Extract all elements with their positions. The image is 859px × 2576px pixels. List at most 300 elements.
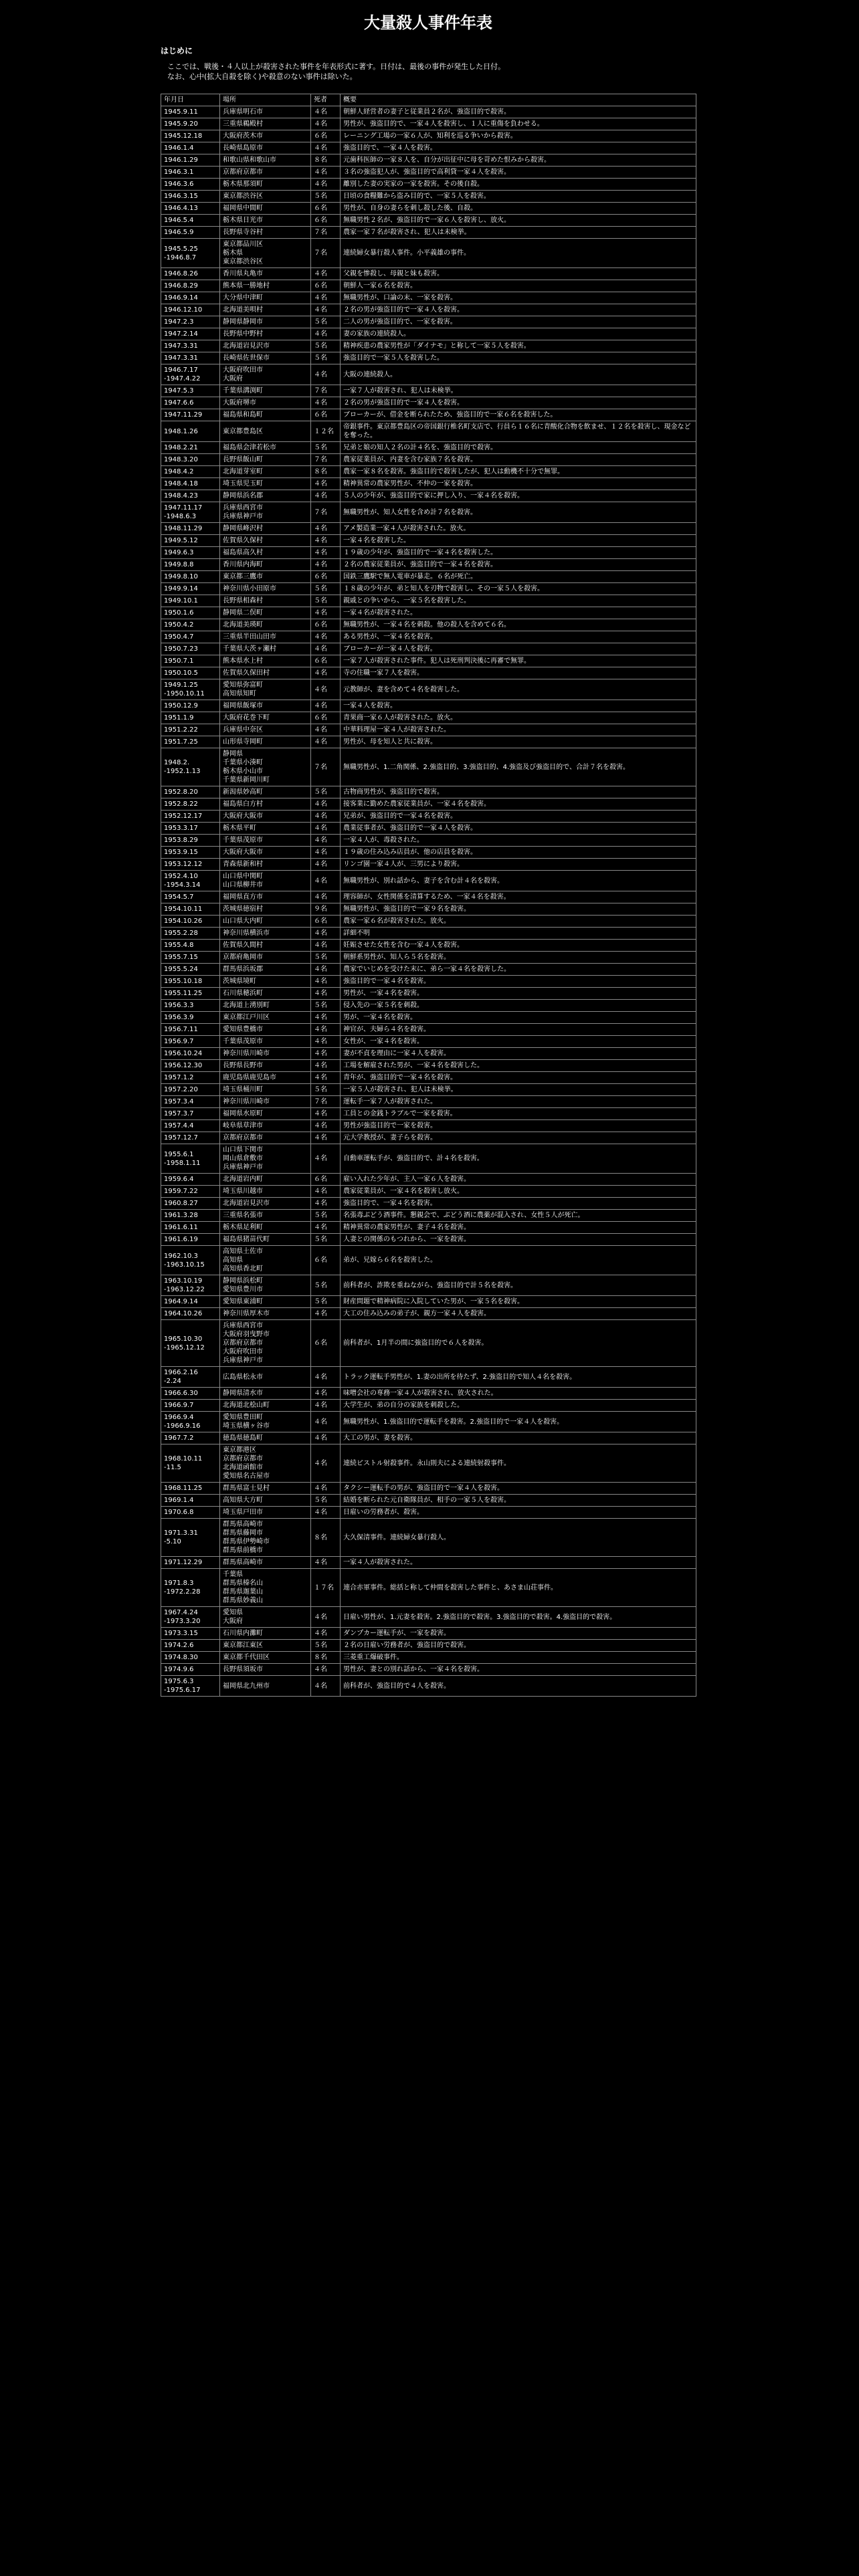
table-row xyxy=(161,130,696,142)
cell-deaths: ５名 xyxy=(311,1640,341,1652)
cell-place: 大阪府花巻下町 xyxy=(220,712,311,724)
table-row xyxy=(161,1144,696,1174)
table-row xyxy=(161,1569,696,1607)
table-row xyxy=(161,712,696,724)
cell-place: 栃木県那須町 xyxy=(220,179,311,191)
cell-place: 福島県猪苗代町 xyxy=(220,1234,311,1246)
cell-summary: レーニング工場の一家６人が、知利を巡る争いから殺害。 xyxy=(341,130,696,142)
cell-place: 三重県鵜殿村 xyxy=(220,118,311,130)
cell-place: 広島県松永市 xyxy=(220,1367,311,1388)
cell-date: 1971.12.29 xyxy=(161,1557,220,1569)
cell-date: 1957.2.20 xyxy=(161,1084,220,1096)
cell-place: 愛知県豊田町 埼玉県横ヶ谷市 xyxy=(220,1412,311,1432)
table-row xyxy=(161,268,696,280)
cell-place: 長野県中野村 xyxy=(220,328,311,340)
cell-summary: 無職男性が、強盗目的で一家９名を殺害。 xyxy=(341,903,696,916)
table-row xyxy=(161,142,696,154)
cell-summary: 男性が強盗目的で一家を殺害。 xyxy=(341,1120,696,1132)
cell-deaths: ５名 xyxy=(311,786,341,798)
cell-place: 香川県内海町 xyxy=(220,559,311,571)
cell-place: 群馬県浜坂郡 xyxy=(220,964,311,976)
table-row xyxy=(161,1412,696,1432)
cell-summary: 工員との金銭トラブルで一家を殺害。 xyxy=(341,1108,696,1120)
table-row xyxy=(161,823,696,835)
cell-date: 1957.12.7 xyxy=(161,1132,220,1144)
cell-deaths: ５名 xyxy=(311,1000,341,1012)
cell-date: 1971.3.31 -5.10 xyxy=(161,1519,220,1557)
cell-place: 和歌山県和歌山市 xyxy=(220,154,311,167)
cell-deaths: ６名 xyxy=(311,215,341,227)
cell-deaths: ６名 xyxy=(311,130,341,142)
cell-summary: 元大学教授が、妻子らを殺害。 xyxy=(341,1132,696,1144)
cell-deaths: ５名 xyxy=(311,191,341,203)
cell-date: 1950.4.2 xyxy=(161,619,220,631)
table-row xyxy=(161,227,696,239)
table-row xyxy=(161,409,696,421)
cell-place: 福岡県飯塚市 xyxy=(220,700,311,712)
cell-deaths: ５名 xyxy=(311,316,341,328)
cell-summary: 一家４人を殺害。 xyxy=(341,700,696,712)
table-row xyxy=(161,859,696,871)
cell-place: 愛知県東浦町 xyxy=(220,1296,311,1308)
table-row xyxy=(161,724,696,736)
table-row xyxy=(161,847,696,859)
cell-place: 福岡県中間町 xyxy=(220,203,311,215)
cell-deaths: ４名 xyxy=(311,292,341,304)
cell-date: 1949.9.14 xyxy=(161,583,220,595)
cell-date: 1956.12.30 xyxy=(161,1060,220,1072)
table-row xyxy=(161,1388,696,1400)
cell-deaths: ４名 xyxy=(311,679,341,700)
table-row xyxy=(161,1495,696,1507)
cell-summary: 農家一家６名が殺害された。放火。 xyxy=(341,916,696,928)
cell-summary: 無職男性が、1.強盗目的で運転手を殺害。2.強盗目的で一家４人を殺害。 xyxy=(341,1412,696,1432)
table-row xyxy=(161,952,696,964)
cell-summary: ２名の農家従業員が、強盗目的で一家４名を殺害。 xyxy=(341,559,696,571)
cell-date: 1947.2.3 xyxy=(161,316,220,328)
cell-date: 1949.1.25 -1950.10.11 xyxy=(161,679,220,700)
cell-date: 1947.11.17 -1948.6.3 xyxy=(161,502,220,523)
cell-summary: 青果商一家６人が殺害された。放火。 xyxy=(341,712,696,724)
cell-date: 1946.5.4 xyxy=(161,215,220,227)
cell-place: 北海道岩見沢市 xyxy=(220,1198,311,1210)
cell-deaths: ４名 xyxy=(311,547,341,559)
cell-date: 1973.3.15 xyxy=(161,1628,220,1640)
table-row xyxy=(161,442,696,454)
cell-place: 千葉県 群馬県榛名山 群馬県迦葉山 群馬県妙義山 xyxy=(220,1569,311,1607)
cell-place: 京都府亀岡市 xyxy=(220,952,311,964)
cell-deaths: ４名 xyxy=(311,1198,341,1210)
cell-place: 静岡県峰沢村 xyxy=(220,523,311,535)
cell-deaths: ４名 xyxy=(311,118,341,130)
cell-deaths: ４名 xyxy=(311,859,341,871)
cell-deaths: ４名 xyxy=(311,724,341,736)
table-row xyxy=(161,1432,696,1444)
cell-deaths: ４名 xyxy=(311,1412,341,1432)
cell-deaths: ４名 xyxy=(311,1676,341,1697)
table-row xyxy=(161,595,696,607)
cell-deaths: ４名 xyxy=(311,397,341,409)
cell-summary: 兄弟が、強盗目的で一家４名を殺害。 xyxy=(341,811,696,823)
cell-summary: 男が、一家４名を殺害。 xyxy=(341,1012,696,1024)
cell-place: 神奈川県川崎市 xyxy=(220,1048,311,1060)
cell-place: 神奈川県横浜市 xyxy=(220,928,311,940)
table-row xyxy=(161,523,696,535)
cell-deaths: ７名 xyxy=(311,239,341,268)
cell-summary: 財産問題で精神病院に入院していた男が、一家５名を殺害。 xyxy=(341,1296,696,1308)
cell-summary: 元教師が、妻を含めて４名を殺害した。 xyxy=(341,679,696,700)
cell-date: 1946.3.1 xyxy=(161,167,220,179)
cell-place: 神奈川県厚木市 xyxy=(220,1308,311,1320)
cell-summary: 大久保清事件。連続婦女暴行殺人。 xyxy=(341,1519,696,1557)
cell-deaths: ４名 xyxy=(311,964,341,976)
table-row xyxy=(161,364,696,385)
cell-date: 1961.3.28 xyxy=(161,1210,220,1222)
cell-place: 北海道芽室町 xyxy=(220,466,311,478)
table-row xyxy=(161,1400,696,1412)
cell-place: 東京都江戸川区 xyxy=(220,1012,311,1024)
cell-deaths: ４名 xyxy=(311,631,341,643)
cell-place: 大阪府堺市 xyxy=(220,397,311,409)
cell-date: 1955.6.1 -1958.1.11 xyxy=(161,1144,220,1174)
table-row xyxy=(161,1000,696,1012)
cell-date: 1948.11.29 xyxy=(161,523,220,535)
cell-date: 1968.11.25 xyxy=(161,1483,220,1495)
cell-deaths: ７名 xyxy=(311,385,341,397)
cell-date: 1966.2.16 -2.24 xyxy=(161,1367,220,1388)
cell-date: 1951.2.22 xyxy=(161,724,220,736)
cell-date: 1961.6.11 xyxy=(161,1222,220,1234)
cell-date: 1954.10.26 xyxy=(161,916,220,928)
cell-summary: 朝鮮人経営者の妻子と従業員２名が、強盗目的で殺害。 xyxy=(341,106,696,118)
cell-summary: 親戚との争いから、一家５名を殺害した。 xyxy=(341,595,696,607)
cell-summary: 農家従業員が、一家４名を殺害し放火。 xyxy=(341,1186,696,1198)
cell-deaths: ６名 xyxy=(311,619,341,631)
cell-place: 北海道上湧別町 xyxy=(220,1000,311,1012)
cell-summary: トラック運転手男性が、1.妻の出所を待たず、2.強盗目的で知人４名を殺害。 xyxy=(341,1367,696,1388)
cell-date: 1964.9.14 xyxy=(161,1296,220,1308)
cell-deaths: ８名 xyxy=(311,466,341,478)
cell-date: 1956.7.11 xyxy=(161,1024,220,1036)
cell-place: 埼玉県児玉町 xyxy=(220,478,311,490)
table-row xyxy=(161,1072,696,1084)
cell-deaths: ４名 xyxy=(311,1308,341,1320)
cell-deaths: ５名 xyxy=(311,583,341,595)
cell-place: 山口県下関市 岡山県倉敷市 兵庫県神戸市 xyxy=(220,1144,311,1174)
cell-deaths: ４名 xyxy=(311,1507,341,1519)
cell-date: 1949.5.12 xyxy=(161,535,220,547)
cell-deaths: ４名 xyxy=(311,847,341,859)
table-row xyxy=(161,559,696,571)
cell-deaths: ５名 xyxy=(311,1275,341,1296)
cell-summary: 結婚を断られた元自衛隊員が、相手の一家５人を殺害。 xyxy=(341,1495,696,1507)
cell-date: 1966.9.4 -1966.9.16 xyxy=(161,1412,220,1432)
table-row xyxy=(161,421,696,442)
cell-date: 1954.5.7 xyxy=(161,891,220,903)
cell-summary: １８歳の少年が、弟と知人を刃物で殺害し、その一家５人を殺害。 xyxy=(341,583,696,595)
table-row xyxy=(161,1676,696,1697)
cell-summary: 強盗目的で一家４名を殺害。 xyxy=(341,976,696,988)
table-row xyxy=(161,1296,696,1308)
cell-deaths: ５名 xyxy=(311,340,341,352)
cell-place: 長野県寺谷村 xyxy=(220,227,311,239)
cell-summary: 父親を惨殺し、母親と妹も殺害。 xyxy=(341,268,696,280)
cell-summary: 古物商男性が、強盗目的で殺害。 xyxy=(341,786,696,798)
cell-summary: 人妻との関係のもつれから、一家を殺害。 xyxy=(341,1234,696,1246)
cell-deaths: １２名 xyxy=(311,421,341,442)
cell-summary: 妻が不貞を理由に一家４人を殺害。 xyxy=(341,1048,696,1060)
table-row xyxy=(161,1198,696,1210)
cell-summary: ダンプカー運転手が、一家を殺害。 xyxy=(341,1628,696,1640)
cell-deaths: ５名 xyxy=(311,352,341,364)
cell-summary: 連続ピストル射殺事件。永山則夫による連続射殺事件。 xyxy=(341,1444,696,1483)
cell-place: 福岡県直方市 xyxy=(220,891,311,903)
cell-summary: 日頃の食糧難から盗み目的で、一家５人を殺害。 xyxy=(341,191,696,203)
cell-deaths: ５名 xyxy=(311,1495,341,1507)
table-row xyxy=(161,1246,696,1275)
cell-deaths: ４名 xyxy=(311,667,341,679)
cell-summary: ５人の少年が、強盗目的で家に押し入り、一家４名を殺害。 xyxy=(341,490,696,502)
cell-date: 1953.9.15 xyxy=(161,847,220,859)
cell-place: 愛知県弥富町 高知県知町 xyxy=(220,679,311,700)
table-row xyxy=(161,798,696,811)
cell-place: 香川県丸亀市 xyxy=(220,268,311,280)
intro-line: ここでは、戦後・４人以上が殺害された事件を年表形式に著す。日付は、最後の事件が発生した日付。 xyxy=(167,62,506,71)
cell-place: 熊本県一勝地村 xyxy=(220,280,311,292)
cell-summary: 男性が、強盗目的で、一家４人を殺害し、１人に重傷を負わせる。 xyxy=(341,118,696,130)
cell-place: 徳島県徳島町 xyxy=(220,1432,311,1444)
cell-date: 1950.10.5 xyxy=(161,667,220,679)
table-row xyxy=(161,928,696,940)
cell-place: 京都府京都市 xyxy=(220,167,311,179)
cell-deaths: ４名 xyxy=(311,1628,341,1640)
cell-place: 三重県名張市 xyxy=(220,1210,311,1222)
cell-summary: 連続婦女暴行殺人事件。小平義雄の事件。 xyxy=(341,239,696,268)
table-row xyxy=(161,976,696,988)
cell-summary: ３名の強盗犯人が、強盗目的で高利貸一家４人を殺害。 xyxy=(341,167,696,179)
table-row xyxy=(161,1096,696,1108)
cell-deaths: ４名 xyxy=(311,1400,341,1412)
table-row xyxy=(161,1234,696,1246)
cell-date: 1949.8.10 xyxy=(161,571,220,583)
cell-deaths: ４名 xyxy=(311,835,341,847)
cell-date: 1949.10.1 xyxy=(161,595,220,607)
table-row xyxy=(161,352,696,364)
cell-deaths: ４名 xyxy=(311,1388,341,1400)
cell-deaths: ６名 xyxy=(311,1246,341,1275)
cell-date: 1952.8.22 xyxy=(161,798,220,811)
cell-summary: 三菱重工爆破事件。 xyxy=(341,1652,696,1664)
cell-summary: 運転手一家７人が殺害された。 xyxy=(341,1096,696,1108)
table-row xyxy=(161,1108,696,1120)
cell-deaths: ４名 xyxy=(311,304,341,316)
cell-place: 佐賀県久間村 xyxy=(220,940,311,952)
cell-summary: 一家４人が殺害された。 xyxy=(341,1557,696,1569)
cell-date: 1948.2. -1952.1.13 xyxy=(161,748,220,786)
table-row xyxy=(161,1012,696,1024)
cell-summary: 兄弟と娘の知人２名の計４名を、強盗目的で殺害。 xyxy=(341,442,696,454)
cell-place: 福岡県北九州市 xyxy=(220,1676,311,1697)
cell-date: 1945.9.11 xyxy=(161,106,220,118)
cell-deaths: ４名 xyxy=(311,364,341,385)
cell-place: 東京都千代田区 xyxy=(220,1652,311,1664)
cell-place: 茨城県境町 xyxy=(220,976,311,988)
cell-summary: 一家７人が殺害され、犯人は未検挙。 xyxy=(341,385,696,397)
cell-date: 1974.8.30 xyxy=(161,1652,220,1664)
cell-date: 1974.9.6 xyxy=(161,1664,220,1676)
table-row xyxy=(161,643,696,655)
cell-date: 1955.7.15 xyxy=(161,952,220,964)
cell-deaths: ５名 xyxy=(311,1210,341,1222)
cell-date: 1946.8.29 xyxy=(161,280,220,292)
cell-summary: 青年が、強盗目的で一家４名を殺害。 xyxy=(341,1072,696,1084)
cell-date: 1950.7.1 xyxy=(161,655,220,667)
cell-date: 1955.11.25 xyxy=(161,988,220,1000)
cell-place: 山口県大内町 xyxy=(220,916,311,928)
cell-place: 佐賀県久保田村 xyxy=(220,667,311,679)
cell-date: 1948.3.20 xyxy=(161,454,220,466)
table-row xyxy=(161,736,696,748)
table-row xyxy=(161,1024,696,1036)
table-row xyxy=(161,1483,696,1495)
cell-deaths: ４名 xyxy=(311,328,341,340)
cell-summary: 女性が、一家４名を殺害。 xyxy=(341,1036,696,1048)
table-row xyxy=(161,571,696,583)
cell-place: 大分県中津町 xyxy=(220,292,311,304)
cell-deaths: ４名 xyxy=(311,976,341,988)
table-row xyxy=(161,215,696,227)
table-row xyxy=(161,1060,696,1072)
cell-summary: 大学生が、弟の自分の家族を刺殺した。 xyxy=(341,1400,696,1412)
cell-date: 1947.2.14 xyxy=(161,328,220,340)
cell-summary: 男性が、妻との別れ話から、一家４名を殺害。 xyxy=(341,1664,696,1676)
cell-date: 1966.6.30 xyxy=(161,1388,220,1400)
cell-date: 1953.8.29 xyxy=(161,835,220,847)
cell-deaths: ４名 xyxy=(311,1186,341,1198)
cell-summary: 強盗目的で一家５人を殺害した。 xyxy=(341,352,696,364)
cell-date: 1947.11.29 xyxy=(161,409,220,421)
table-row xyxy=(161,191,696,203)
table-row xyxy=(161,940,696,952)
cell-summary: 弟が、兄嫁ら６名を殺害した。 xyxy=(341,1246,696,1275)
cell-place: 北海道岩内町 xyxy=(220,1174,311,1186)
cell-date: 1946.5.9 xyxy=(161,227,220,239)
cell-deaths: ４名 xyxy=(311,523,341,535)
table-row xyxy=(161,1320,696,1367)
table-row xyxy=(161,631,696,643)
cell-date: 1956.9.7 xyxy=(161,1036,220,1048)
table-row xyxy=(161,916,696,928)
cell-date: 1974.2.6 xyxy=(161,1640,220,1652)
cell-place: 大阪府茨木市 xyxy=(220,130,311,142)
cell-deaths: ４名 xyxy=(311,823,341,835)
cell-place: 山形県寺岡町 xyxy=(220,736,311,748)
cell-summary: 農家一家７名が殺害され、犯人は未検挙。 xyxy=(341,227,696,239)
cell-summary: 国鉄三鷹駅で無人電車が暴走。６名が死亡。 xyxy=(341,571,696,583)
cell-deaths: ４名 xyxy=(311,490,341,502)
table-row xyxy=(161,619,696,631)
cell-summary: 離別した妻の実家の一家を殺害。その後自殺。 xyxy=(341,179,696,191)
cell-place: 東京都渋谷区 xyxy=(220,191,311,203)
cell-place: 高知県土佐市 高知県 高知県香北町 xyxy=(220,1246,311,1275)
cell-deaths: ４名 xyxy=(311,1222,341,1234)
table-row xyxy=(161,964,696,976)
cell-date: 1961.6.19 xyxy=(161,1234,220,1246)
cell-summary: 一家４人が、毒殺された。 xyxy=(341,835,696,847)
cell-place: 兵庫県西宮市 兵庫県神戸市 xyxy=(220,502,311,523)
cell-date: 1947.5.3 xyxy=(161,385,220,397)
table-row xyxy=(161,203,696,215)
cell-place: 神奈川県川崎市 xyxy=(220,1096,311,1108)
cell-place: 福島県会津若松市 xyxy=(220,442,311,454)
cell-deaths: ４名 xyxy=(311,1060,341,1072)
cell-date: 1964.10.26 xyxy=(161,1308,220,1320)
cell-date: 1946.9.14 xyxy=(161,292,220,304)
cell-deaths: ５名 xyxy=(311,442,341,454)
cell-deaths: ４名 xyxy=(311,643,341,655)
cell-date: 1945.5.25 -1946.8.7 xyxy=(161,239,220,268)
cell-date: 1949.8.8 xyxy=(161,559,220,571)
cell-date: 1950.12.9 xyxy=(161,700,220,712)
cell-deaths: ５名 xyxy=(311,1234,341,1246)
table-row xyxy=(161,304,696,316)
cell-date: 1951.1.9 xyxy=(161,712,220,724)
cell-summary: 農家でいじめを受けた末に、弟ら一家４名を殺害した。 xyxy=(341,964,696,976)
cell-summary: 一家７人が殺害された事件。犯人は死刑判決後に再審で無罪。 xyxy=(341,655,696,667)
cell-date: 1946.1.4 xyxy=(161,142,220,154)
cell-date: 1957.4.4 xyxy=(161,1120,220,1132)
cell-date: 1946.12.10 xyxy=(161,304,220,316)
cell-date: 1952.4.10 -1954.3.14 xyxy=(161,871,220,891)
table-row xyxy=(161,667,696,679)
cell-deaths: ４名 xyxy=(311,167,341,179)
cell-summary: 侵入先の一家５名を刺殺。 xyxy=(341,1000,696,1012)
cell-deaths: ６名 xyxy=(311,409,341,421)
cell-place: 埼玉県戸田市 xyxy=(220,1507,311,1519)
cell-place: 福島県高久村 xyxy=(220,547,311,559)
table-row xyxy=(161,118,696,130)
header-deaths: 死者 xyxy=(311,94,341,106)
cell-place: 高知県大方町 xyxy=(220,1495,311,1507)
table-row xyxy=(161,1132,696,1144)
cell-summary: 男性が、自身の妻らを刺し殺した後、自殺。 xyxy=(341,203,696,215)
table-row xyxy=(161,292,696,304)
cell-place: 兵庫県明石市 xyxy=(220,106,311,118)
intro-line: なお、心中(拡大自殺を除く)や殺意のない事件は除いた。 xyxy=(167,72,357,81)
cell-date: 1950.7.23 xyxy=(161,643,220,655)
cell-deaths: ４名 xyxy=(311,871,341,891)
cell-summary: 理容師が、女性関係を清算するため、一家４名を殺害。 xyxy=(341,891,696,903)
cell-date: 1970.6.8 xyxy=(161,1507,220,1519)
cell-place: 茨城県徳宿村 xyxy=(220,903,311,916)
table-row xyxy=(161,988,696,1000)
table-row xyxy=(161,154,696,167)
cell-deaths: ４名 xyxy=(311,700,341,712)
table-row xyxy=(161,811,696,823)
table-row xyxy=(161,583,696,595)
cell-date: 1953.12.12 xyxy=(161,859,220,871)
cell-summary: 男性が、一家４名を殺害。 xyxy=(341,988,696,1000)
cell-place: 千葉県溝渕町 xyxy=(220,385,311,397)
cell-date: 1959.7.22 xyxy=(161,1186,220,1198)
cell-place: 愛知県豊橋市 xyxy=(220,1024,311,1036)
cell-deaths: ４名 xyxy=(311,559,341,571)
cell-date: 1965.10.30 -1965.12.12 xyxy=(161,1320,220,1367)
cell-deaths: ４名 xyxy=(311,940,341,952)
cell-summary: 二人の男が強盗目的で、一家を殺害。 xyxy=(341,316,696,328)
table-row xyxy=(161,903,696,916)
cell-date: 1967.4.24 -1973.3.20 xyxy=(161,1607,220,1628)
